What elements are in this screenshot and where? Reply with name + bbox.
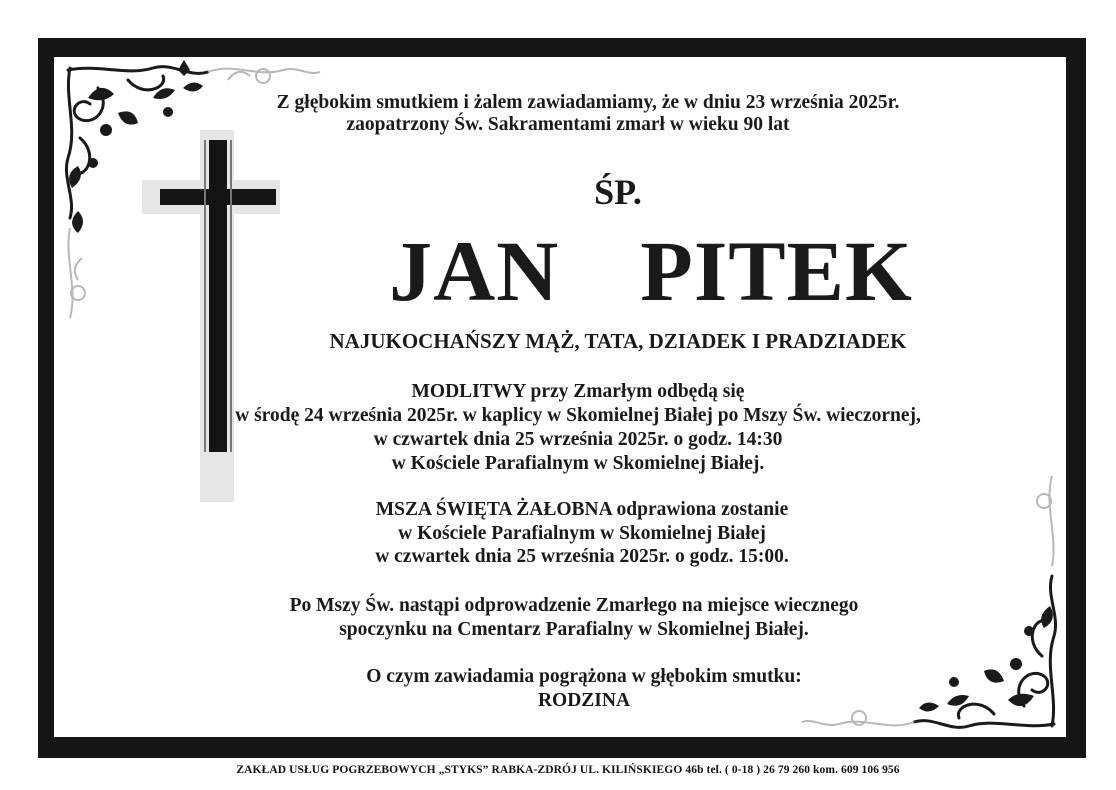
after-mass-section	[16, 594, 1116, 641]
prayers-line-4: w Kościele Parafialnym w Skomielnej Białej.	[391, 453, 765, 474]
deceased-name-text: JAN PITEK	[389, 223, 913, 319]
honorific: ŚP.	[594, 172, 642, 212]
prayers-section	[20, 380, 1116, 476]
deceased-name	[93, 223, 1116, 319]
intro-announcement	[30, 92, 1116, 136]
family-roles-subtitle: NAJUKOCHAŃSZY MĄŻ, TATA, DZIADEK I PRADZIADEK	[329, 329, 907, 353]
after-line-1: Po Mszy Św. nastąpi odprowadzenie Zmarłego na miejsce wiecznego	[289, 595, 859, 616]
prayers-line-3: w czwartek dnia 25 września 2025r. o godz. 14:30	[373, 429, 783, 450]
intro-line-1: Z głębokim smutkiem i żalem zawiadamiamy, że w dniu 23 września 2025r.	[276, 92, 900, 113]
funeral-home-footer: ZAKŁAD USŁUG POGRZEBOWYCH „STYKS” RABKA-ZDRÓJ UL. KILIŃSKIEGO 46b tel. ( 0-18 ) 26 79 260 kom. 609 106 956	[236, 764, 900, 776]
closing-line-1: O czym zawiadamia pogrążona w głębokim smutku:	[366, 666, 802, 687]
prayers-line-2: w środę 24 września 2025r. w kaplicy w Skomielnej Białej po Mszy Św. wieczornej,	[235, 405, 921, 426]
funeral-mass-section	[24, 498, 1116, 569]
family-signature: RODZINA	[537, 689, 631, 711]
mass-line-3: w czwartek dnia 25 września 2025r. o godz. 15:00.	[375, 546, 789, 567]
mass-line-1: MSZA ŚWIĘTA ŻAŁOBNA odprawiona zostanie	[375, 499, 789, 520]
closing-section	[26, 665, 1116, 712]
prayers-line-1: MODLITWY przy Zmarłym odbędą się	[411, 381, 745, 402]
after-line-2: spoczynku na Cmentarz Parafialny w Skomielnej Białej.	[339, 618, 809, 640]
mass-line-2: w Kościele Parafialnym w Skomielnej Białej	[398, 522, 766, 544]
intro-line-2: zaopatrzony Św. Sakramentami zmarł w wieku 90 lat	[346, 114, 790, 135]
